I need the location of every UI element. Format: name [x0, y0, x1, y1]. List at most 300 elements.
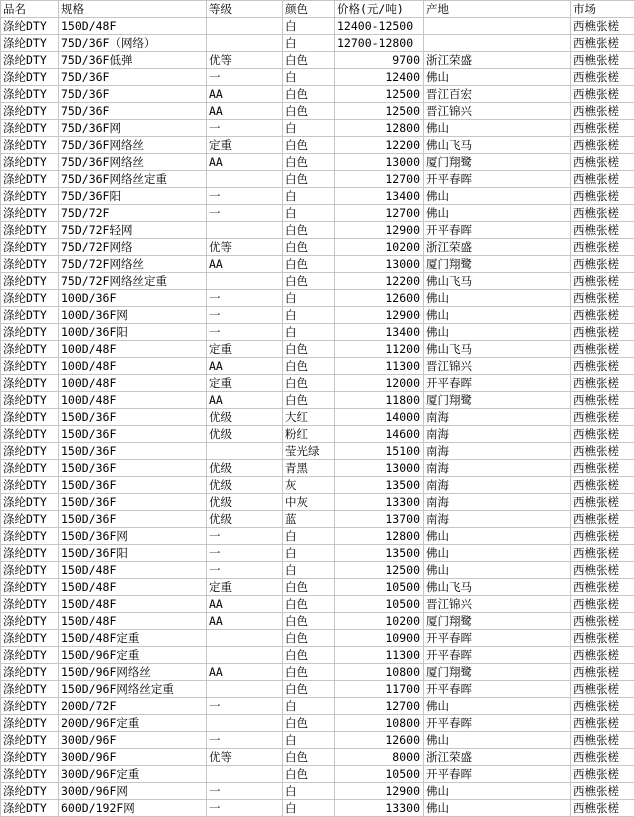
- origin-cell[interactable]: 佛山: [424, 698, 571, 715]
- color-cell[interactable]: 白色: [283, 341, 335, 358]
- grade-cell[interactable]: 一: [207, 290, 283, 307]
- name-cell[interactable]: 涤纶DTY: [1, 120, 59, 137]
- market-cell[interactable]: 西樵张槎: [571, 358, 634, 375]
- color-cell[interactable]: 白色: [283, 579, 335, 596]
- grade-cell[interactable]: [207, 647, 283, 664]
- grade-cell[interactable]: [207, 766, 283, 783]
- grade-cell[interactable]: 一: [207, 562, 283, 579]
- spec-cell[interactable]: 75D/36F网络丝定重: [59, 171, 207, 188]
- spec-cell[interactable]: 75D/36F网络丝: [59, 154, 207, 171]
- market-cell[interactable]: 西樵张槎: [571, 35, 634, 52]
- name-cell[interactable]: 涤纶DTY: [1, 239, 59, 256]
- origin-cell[interactable]: 厦门翔鹭: [424, 154, 571, 171]
- grade-cell[interactable]: 一: [207, 324, 283, 341]
- name-cell[interactable]: 涤纶DTY: [1, 256, 59, 273]
- origin-cell[interactable]: [424, 18, 571, 35]
- price-cell[interactable]: 9700: [335, 52, 424, 69]
- spec-cell[interactable]: 150D/36F: [59, 477, 207, 494]
- origin-cell[interactable]: 南海: [424, 511, 571, 528]
- name-cell[interactable]: 涤纶DTY: [1, 341, 59, 358]
- color-cell[interactable]: 白色: [283, 103, 335, 120]
- origin-cell[interactable]: 晋江锦兴: [424, 358, 571, 375]
- grade-cell[interactable]: 一: [207, 732, 283, 749]
- market-cell[interactable]: 西樵张槎: [571, 596, 634, 613]
- price-cell[interactable]: 10200: [335, 239, 424, 256]
- header-cell-market[interactable]: 市场: [571, 1, 634, 18]
- color-cell[interactable]: 白: [283, 783, 335, 800]
- market-cell[interactable]: 西樵张槎: [571, 443, 634, 460]
- grade-cell[interactable]: 优级: [207, 409, 283, 426]
- name-cell[interactable]: 涤纶DTY: [1, 137, 59, 154]
- name-cell[interactable]: 涤纶DTY: [1, 171, 59, 188]
- color-cell[interactable]: 白: [283, 205, 335, 222]
- origin-cell[interactable]: 开平春晖: [424, 222, 571, 239]
- name-cell[interactable]: 涤纶DTY: [1, 579, 59, 596]
- grade-cell[interactable]: 一: [207, 120, 283, 137]
- price-cell[interactable]: 13500: [335, 477, 424, 494]
- origin-cell[interactable]: 晋江锦兴: [424, 596, 571, 613]
- market-cell[interactable]: 西樵张槎: [571, 494, 634, 511]
- market-cell[interactable]: 西樵张槎: [571, 545, 634, 562]
- market-cell[interactable]: 西樵张槎: [571, 18, 634, 35]
- name-cell[interactable]: 涤纶DTY: [1, 392, 59, 409]
- header-cell-spec[interactable]: 规格: [59, 1, 207, 18]
- origin-cell[interactable]: 厦门翔鹭: [424, 256, 571, 273]
- spec-cell[interactable]: 150D/96F定重: [59, 647, 207, 664]
- price-cell[interactable]: 10500: [335, 596, 424, 613]
- color-cell[interactable]: 白色: [283, 375, 335, 392]
- spec-cell[interactable]: 75D/36F低弹: [59, 52, 207, 69]
- origin-cell[interactable]: 佛山飞马: [424, 273, 571, 290]
- price-cell[interactable]: 12800: [335, 120, 424, 137]
- grade-cell[interactable]: 一: [207, 528, 283, 545]
- price-cell[interactable]: 12900: [335, 222, 424, 239]
- color-cell[interactable]: 白: [283, 698, 335, 715]
- origin-cell[interactable]: 佛山: [424, 205, 571, 222]
- price-cell[interactable]: 12200: [335, 137, 424, 154]
- name-cell[interactable]: 涤纶DTY: [1, 766, 59, 783]
- origin-cell[interactable]: 佛山: [424, 562, 571, 579]
- color-cell[interactable]: 白色: [283, 596, 335, 613]
- grade-cell[interactable]: [207, 222, 283, 239]
- origin-cell[interactable]: 佛山: [424, 800, 571, 817]
- market-cell[interactable]: 西樵张槎: [571, 154, 634, 171]
- grade-cell[interactable]: AA: [207, 154, 283, 171]
- grade-cell[interactable]: 优级: [207, 426, 283, 443]
- origin-cell[interactable]: 佛山: [424, 528, 571, 545]
- price-cell[interactable]: 12900: [335, 307, 424, 324]
- name-cell[interactable]: 涤纶DTY: [1, 35, 59, 52]
- price-cell[interactable]: 13400: [335, 188, 424, 205]
- color-cell[interactable]: 灰: [283, 477, 335, 494]
- spec-cell[interactable]: 75D/36F: [59, 103, 207, 120]
- price-cell[interactable]: 12700: [335, 171, 424, 188]
- grade-cell[interactable]: AA: [207, 664, 283, 681]
- color-cell[interactable]: 白色: [283, 715, 335, 732]
- market-cell[interactable]: 西樵张槎: [571, 664, 634, 681]
- spec-cell[interactable]: 75D/72F网络: [59, 239, 207, 256]
- market-cell[interactable]: 西樵张槎: [571, 426, 634, 443]
- spec-cell[interactable]: 75D/36F网络丝: [59, 137, 207, 154]
- color-cell[interactable]: 白: [283, 800, 335, 817]
- name-cell[interactable]: 涤纶DTY: [1, 528, 59, 545]
- origin-cell[interactable]: 开平春晖: [424, 681, 571, 698]
- grade-cell[interactable]: 定重: [207, 137, 283, 154]
- price-cell[interactable]: 12600: [335, 732, 424, 749]
- spec-cell[interactable]: 75D/36F（网络）: [59, 35, 207, 52]
- origin-cell[interactable]: 南海: [424, 409, 571, 426]
- market-cell[interactable]: 西樵张槎: [571, 409, 634, 426]
- price-cell[interactable]: 11200: [335, 341, 424, 358]
- spec-cell[interactable]: 150D/36F: [59, 511, 207, 528]
- origin-cell[interactable]: 佛山: [424, 783, 571, 800]
- color-cell[interactable]: 白: [283, 35, 335, 52]
- grade-cell[interactable]: 优级: [207, 460, 283, 477]
- price-cell[interactable]: 12200: [335, 273, 424, 290]
- market-cell[interactable]: 西樵张槎: [571, 715, 634, 732]
- market-cell[interactable]: 西樵张槎: [571, 647, 634, 664]
- price-cell[interactable]: 12700: [335, 698, 424, 715]
- market-cell[interactable]: 西樵张槎: [571, 613, 634, 630]
- spec-cell[interactable]: 100D/36F阳: [59, 324, 207, 341]
- spec-cell[interactable]: 600D/192F网: [59, 800, 207, 817]
- header-cell-grade[interactable]: 等级: [207, 1, 283, 18]
- grade-cell[interactable]: 优等: [207, 52, 283, 69]
- origin-cell[interactable]: 晋江锦兴: [424, 103, 571, 120]
- price-cell[interactable]: 13400: [335, 324, 424, 341]
- price-cell[interactable]: 14000: [335, 409, 424, 426]
- origin-cell[interactable]: 开平春晖: [424, 766, 571, 783]
- price-cell[interactable]: 12800: [335, 528, 424, 545]
- price-cell[interactable]: 11300: [335, 358, 424, 375]
- name-cell[interactable]: 涤纶DTY: [1, 460, 59, 477]
- name-cell[interactable]: 涤纶DTY: [1, 613, 59, 630]
- grade-cell[interactable]: 定重: [207, 579, 283, 596]
- color-cell[interactable]: 白色: [283, 273, 335, 290]
- market-cell[interactable]: 西樵张槎: [571, 239, 634, 256]
- spec-cell[interactable]: 300D/96F定重: [59, 766, 207, 783]
- color-cell[interactable]: 中灰: [283, 494, 335, 511]
- spec-cell[interactable]: 75D/36F: [59, 69, 207, 86]
- price-cell[interactable]: 10500: [335, 766, 424, 783]
- market-cell[interactable]: 西樵张槎: [571, 766, 634, 783]
- color-cell[interactable]: 蓝: [283, 511, 335, 528]
- spec-cell[interactable]: 150D/48F: [59, 18, 207, 35]
- grade-cell[interactable]: [207, 171, 283, 188]
- market-cell[interactable]: 西樵张槎: [571, 52, 634, 69]
- name-cell[interactable]: 涤纶DTY: [1, 477, 59, 494]
- origin-cell[interactable]: 南海: [424, 494, 571, 511]
- grade-cell[interactable]: 定重: [207, 375, 283, 392]
- market-cell[interactable]: 西樵张槎: [571, 800, 634, 817]
- name-cell[interactable]: 涤纶DTY: [1, 562, 59, 579]
- price-cell[interactable]: 12500: [335, 103, 424, 120]
- origin-cell[interactable]: 南海: [424, 460, 571, 477]
- price-cell[interactable]: 12400: [335, 69, 424, 86]
- color-cell[interactable]: 白色: [283, 766, 335, 783]
- color-cell[interactable]: 白色: [283, 358, 335, 375]
- spec-cell[interactable]: 100D/36F网: [59, 307, 207, 324]
- market-cell[interactable]: 西樵张槎: [571, 324, 634, 341]
- grade-cell[interactable]: 优等: [207, 749, 283, 766]
- header-cell-name[interactable]: 品名: [1, 1, 59, 18]
- grade-cell[interactable]: [207, 18, 283, 35]
- grade-cell[interactable]: [207, 273, 283, 290]
- color-cell[interactable]: 白色: [283, 137, 335, 154]
- origin-cell[interactable]: 佛山: [424, 290, 571, 307]
- origin-cell[interactable]: 佛山: [424, 188, 571, 205]
- name-cell[interactable]: 涤纶DTY: [1, 443, 59, 460]
- origin-cell[interactable]: 南海: [424, 426, 571, 443]
- origin-cell[interactable]: 佛山飞马: [424, 137, 571, 154]
- color-cell[interactable]: 白色: [283, 52, 335, 69]
- name-cell[interactable]: 涤纶DTY: [1, 494, 59, 511]
- name-cell[interactable]: 涤纶DTY: [1, 18, 59, 35]
- origin-cell[interactable]: 南海: [424, 443, 571, 460]
- name-cell[interactable]: 涤纶DTY: [1, 358, 59, 375]
- price-cell[interactable]: 12000: [335, 375, 424, 392]
- grade-cell[interactable]: AA: [207, 392, 283, 409]
- color-cell[interactable]: 白: [283, 120, 335, 137]
- spec-cell[interactable]: 100D/48F: [59, 375, 207, 392]
- color-cell[interactable]: 白色: [283, 392, 335, 409]
- grade-cell[interactable]: 定重: [207, 341, 283, 358]
- price-cell[interactable]: 12900: [335, 783, 424, 800]
- origin-cell[interactable]: 佛山: [424, 545, 571, 562]
- price-cell[interactable]: 11300: [335, 647, 424, 664]
- name-cell[interactable]: 涤纶DTY: [1, 409, 59, 426]
- origin-cell[interactable]: 晋江百宏: [424, 86, 571, 103]
- color-cell[interactable]: 白: [283, 528, 335, 545]
- spec-cell[interactable]: 100D/48F: [59, 358, 207, 375]
- origin-cell[interactable]: 佛山飞马: [424, 341, 571, 358]
- market-cell[interactable]: 西樵张槎: [571, 477, 634, 494]
- market-cell[interactable]: 西樵张槎: [571, 698, 634, 715]
- spec-cell[interactable]: 200D/96F定重: [59, 715, 207, 732]
- price-cell[interactable]: 8000: [335, 749, 424, 766]
- color-cell[interactable]: 白: [283, 69, 335, 86]
- price-cell[interactable]: 15100: [335, 443, 424, 460]
- color-cell[interactable]: 白色: [283, 239, 335, 256]
- grade-cell[interactable]: [207, 715, 283, 732]
- spec-cell[interactable]: 300D/96F: [59, 749, 207, 766]
- grade-cell[interactable]: AA: [207, 596, 283, 613]
- price-cell[interactable]: 13000: [335, 460, 424, 477]
- price-cell[interactable]: 12700: [335, 205, 424, 222]
- grade-cell[interactable]: 一: [207, 800, 283, 817]
- price-cell[interactable]: 13000: [335, 154, 424, 171]
- name-cell[interactable]: 涤纶DTY: [1, 749, 59, 766]
- color-cell[interactable]: 白色: [283, 86, 335, 103]
- name-cell[interactable]: 涤纶DTY: [1, 664, 59, 681]
- spec-cell[interactable]: 150D/96F网络丝: [59, 664, 207, 681]
- grade-cell[interactable]: 优级: [207, 511, 283, 528]
- price-cell[interactable]: 10900: [335, 630, 424, 647]
- spec-cell[interactable]: 100D/36F: [59, 290, 207, 307]
- header-cell-origin[interactable]: 产地: [424, 1, 571, 18]
- market-cell[interactable]: 西樵张槎: [571, 783, 634, 800]
- name-cell[interactable]: 涤纶DTY: [1, 596, 59, 613]
- name-cell[interactable]: 涤纶DTY: [1, 732, 59, 749]
- name-cell[interactable]: 涤纶DTY: [1, 545, 59, 562]
- market-cell[interactable]: 西樵张槎: [571, 205, 634, 222]
- spec-cell[interactable]: 200D/72F: [59, 698, 207, 715]
- grade-cell[interactable]: AA: [207, 86, 283, 103]
- market-cell[interactable]: 西樵张槎: [571, 732, 634, 749]
- spec-cell[interactable]: 150D/36F阳: [59, 545, 207, 562]
- price-cell[interactable]: 10500: [335, 579, 424, 596]
- color-cell[interactable]: 大红: [283, 409, 335, 426]
- grade-cell[interactable]: 一: [207, 307, 283, 324]
- color-cell[interactable]: 白: [283, 562, 335, 579]
- grade-cell[interactable]: 优级: [207, 477, 283, 494]
- grade-cell[interactable]: 一: [207, 698, 283, 715]
- grade-cell[interactable]: 一: [207, 69, 283, 86]
- spec-cell[interactable]: 75D/36F: [59, 86, 207, 103]
- origin-cell[interactable]: 佛山飞马: [424, 579, 571, 596]
- name-cell[interactable]: 涤纶DTY: [1, 681, 59, 698]
- color-cell[interactable]: 粉红: [283, 426, 335, 443]
- spec-cell[interactable]: 100D/48F: [59, 341, 207, 358]
- spec-cell[interactable]: 75D/72F: [59, 205, 207, 222]
- price-cell[interactable]: 12400-12500: [335, 18, 424, 35]
- color-cell[interactable]: 青黑: [283, 460, 335, 477]
- spec-cell[interactable]: 150D/48F: [59, 579, 207, 596]
- color-cell[interactable]: 白色: [283, 681, 335, 698]
- origin-cell[interactable]: 厦门翔鹭: [424, 613, 571, 630]
- name-cell[interactable]: 涤纶DTY: [1, 647, 59, 664]
- header-cell-price[interactable]: 价格(元/吨): [335, 1, 424, 18]
- spec-cell[interactable]: 150D/36F: [59, 460, 207, 477]
- name-cell[interactable]: 涤纶DTY: [1, 188, 59, 205]
- grade-cell[interactable]: AA: [207, 358, 283, 375]
- spec-cell[interactable]: 100D/48F: [59, 392, 207, 409]
- color-cell[interactable]: 白色: [283, 222, 335, 239]
- spec-cell[interactable]: 75D/72F网络丝: [59, 256, 207, 273]
- origin-cell[interactable]: 佛山: [424, 69, 571, 86]
- price-cell[interactable]: 11700: [335, 681, 424, 698]
- price-cell[interactable]: 13300: [335, 494, 424, 511]
- market-cell[interactable]: 西樵张槎: [571, 749, 634, 766]
- grade-cell[interactable]: AA: [207, 256, 283, 273]
- name-cell[interactable]: 涤纶DTY: [1, 273, 59, 290]
- name-cell[interactable]: 涤纶DTY: [1, 783, 59, 800]
- origin-cell[interactable]: 浙江荣盛: [424, 52, 571, 69]
- spec-cell[interactable]: 150D/36F: [59, 426, 207, 443]
- origin-cell[interactable]: 开平春晖: [424, 647, 571, 664]
- color-cell[interactable]: 白: [283, 732, 335, 749]
- market-cell[interactable]: 西樵张槎: [571, 460, 634, 477]
- color-cell[interactable]: 白色: [283, 647, 335, 664]
- spec-cell[interactable]: 75D/72F轻网: [59, 222, 207, 239]
- market-cell[interactable]: 西樵张槎: [571, 103, 634, 120]
- name-cell[interactable]: 涤纶DTY: [1, 290, 59, 307]
- grade-cell[interactable]: 优级: [207, 494, 283, 511]
- spec-cell[interactable]: 150D/36F网: [59, 528, 207, 545]
- price-cell[interactable]: 12700-12800: [335, 35, 424, 52]
- grade-cell[interactable]: AA: [207, 103, 283, 120]
- spec-cell[interactable]: 300D/96F: [59, 732, 207, 749]
- color-cell[interactable]: 白: [283, 324, 335, 341]
- market-cell[interactable]: 西樵张槎: [571, 307, 634, 324]
- market-cell[interactable]: 西樵张槎: [571, 290, 634, 307]
- market-cell[interactable]: 西樵张槎: [571, 375, 634, 392]
- price-cell[interactable]: 14600: [335, 426, 424, 443]
- origin-cell[interactable]: 开平春晖: [424, 375, 571, 392]
- grade-cell[interactable]: [207, 630, 283, 647]
- name-cell[interactable]: 涤纶DTY: [1, 205, 59, 222]
- origin-cell[interactable]: 佛山: [424, 120, 571, 137]
- name-cell[interactable]: 涤纶DTY: [1, 324, 59, 341]
- price-cell[interactable]: 10200: [335, 613, 424, 630]
- origin-cell[interactable]: 佛山: [424, 732, 571, 749]
- name-cell[interactable]: 涤纶DTY: [1, 630, 59, 647]
- price-cell[interactable]: 10800: [335, 715, 424, 732]
- name-cell[interactable]: 涤纶DTY: [1, 154, 59, 171]
- header-cell-color[interactable]: 颜色: [283, 1, 335, 18]
- price-cell[interactable]: 13500: [335, 545, 424, 562]
- name-cell[interactable]: 涤纶DTY: [1, 511, 59, 528]
- name-cell[interactable]: 涤纶DTY: [1, 800, 59, 817]
- market-cell[interactable]: 西樵张槎: [571, 273, 634, 290]
- origin-cell[interactable]: 开平春晖: [424, 630, 571, 647]
- spec-cell[interactable]: 150D/48F: [59, 613, 207, 630]
- spec-cell[interactable]: 75D/72F网络丝定重: [59, 273, 207, 290]
- market-cell[interactable]: 西樵张槎: [571, 341, 634, 358]
- origin-cell[interactable]: 佛山: [424, 307, 571, 324]
- price-cell[interactable]: 12500: [335, 562, 424, 579]
- grade-cell[interactable]: AA: [207, 613, 283, 630]
- spec-cell[interactable]: 300D/96F网: [59, 783, 207, 800]
- color-cell[interactable]: 白色: [283, 171, 335, 188]
- origin-cell[interactable]: 南海: [424, 477, 571, 494]
- spec-cell[interactable]: 150D/36F: [59, 494, 207, 511]
- origin-cell[interactable]: 开平春晖: [424, 715, 571, 732]
- name-cell[interactable]: 涤纶DTY: [1, 86, 59, 103]
- origin-cell[interactable]: 浙江荣盛: [424, 749, 571, 766]
- color-cell[interactable]: 莹光绿: [283, 443, 335, 460]
- market-cell[interactable]: 西樵张槎: [571, 562, 634, 579]
- name-cell[interactable]: 涤纶DTY: [1, 103, 59, 120]
- grade-cell[interactable]: 一: [207, 188, 283, 205]
- grade-cell[interactable]: [207, 443, 283, 460]
- name-cell[interactable]: 涤纶DTY: [1, 52, 59, 69]
- market-cell[interactable]: 西樵张槎: [571, 511, 634, 528]
- market-cell[interactable]: 西樵张槎: [571, 528, 634, 545]
- market-cell[interactable]: 西樵张槎: [571, 681, 634, 698]
- price-cell[interactable]: 12600: [335, 290, 424, 307]
- color-cell[interactable]: 白: [283, 307, 335, 324]
- spec-cell[interactable]: 150D/48F: [59, 562, 207, 579]
- color-cell[interactable]: 白: [283, 290, 335, 307]
- color-cell[interactable]: 白色: [283, 749, 335, 766]
- origin-cell[interactable]: 浙江荣盛: [424, 239, 571, 256]
- market-cell[interactable]: 西樵张槎: [571, 188, 634, 205]
- market-cell[interactable]: 西樵张槎: [571, 171, 634, 188]
- price-cell[interactable]: 12500: [335, 86, 424, 103]
- grade-cell[interactable]: 一: [207, 783, 283, 800]
- name-cell[interactable]: 涤纶DTY: [1, 69, 59, 86]
- spec-cell[interactable]: 150D/36F: [59, 443, 207, 460]
- market-cell[interactable]: 西樵张槎: [571, 256, 634, 273]
- market-cell[interactable]: 西樵张槎: [571, 86, 634, 103]
- grade-cell[interactable]: 优等: [207, 239, 283, 256]
- origin-cell[interactable]: 佛山: [424, 324, 571, 341]
- grade-cell[interactable]: [207, 681, 283, 698]
- name-cell[interactable]: 涤纶DTY: [1, 426, 59, 443]
- grade-cell[interactable]: 一: [207, 545, 283, 562]
- spec-cell[interactable]: 150D/36F: [59, 409, 207, 426]
